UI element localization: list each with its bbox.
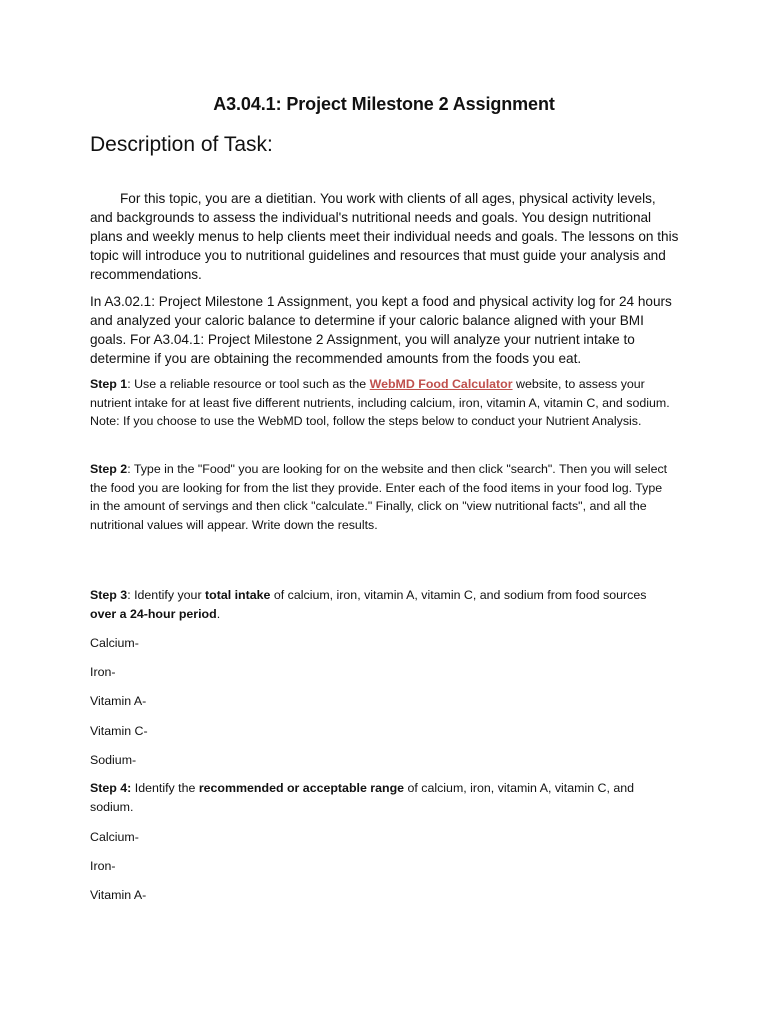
section-heading: Description of Task: bbox=[90, 133, 273, 156]
milestone-paragraph: In A3.02.1: Project Milestone 1 Assignment, you kept a food and physical activity log for 24 hours and analyzed your caloric balance to determine if your caloric balance aligned with your BMI goals. For A3.04.1: Project Milestone 2 Assignment, you will analyze your nutrient intake to determine if you are obtaining the recommended amounts from the foods you eat. bbox=[90, 294, 672, 366]
step-4-bold-range: recommended or acceptable range bbox=[198, 781, 405, 795]
step-1-text-before-link: : Use a reliable resource or tool such as the bbox=[127, 377, 370, 391]
step-4-text: Identify the bbox=[131, 781, 199, 795]
step-4-label: Step 4: bbox=[90, 781, 132, 795]
intro-paragraph: For this topic, you are a dietitian. You work with clients of all ages, physical activity levels, and backgrounds to assess the individual's nutritional needs and goals. You design nutritional plans and weekly menus to help clients meet their individual needs and goals. The lessons on this topic will introduce you to nutritional guidelines and resources that must guide your analysis and recommendations. bbox=[90, 191, 679, 282]
step-1-paragraph bbox=[90, 375, 670, 431]
step-1-text-after-link: website, to assess your nutrient intake for at least five different nutrients, including calcium, iron, vitamin A, vitamin C, and sodium. Note: If you choose to use the WebMD tool, follow the steps below to conduct your Nutrient Analysis. bbox=[90, 377, 670, 429]
list-item: Calcium- bbox=[90, 830, 139, 844]
webmd-food-calculator-link[interactable]: WebMD Food Calculator bbox=[369, 377, 513, 391]
step-3-bold-total-intake: total intake bbox=[205, 588, 271, 602]
step-3-text: . bbox=[216, 606, 221, 621]
step-1-label: Step 1 bbox=[90, 377, 128, 391]
step-2-paragraph bbox=[90, 460, 670, 535]
step-3-text: of calcium, iron, vitamin A, vitamin C, and sodium from food sources bbox=[270, 588, 647, 602]
list-item: Vitamin A- bbox=[90, 888, 147, 902]
list-item: Sodium- bbox=[90, 753, 137, 767]
step-3-label: Step 3 bbox=[90, 588, 128, 602]
step-3-text: : Identify your bbox=[127, 588, 206, 602]
step-3-paragraph bbox=[90, 586, 670, 623]
step-4-text: of calcium, iron, vitamin A, vitamin C, and sodium. bbox=[90, 781, 635, 814]
step-2-label: Step 2 bbox=[90, 462, 128, 476]
document-title: A3.04.1: Project Milestone 2 Assignment bbox=[213, 94, 555, 114]
step-4-paragraph bbox=[90, 779, 670, 816]
step-3-bold-period: over a 24-hour period bbox=[90, 606, 217, 621]
list-item: Iron- bbox=[90, 665, 116, 679]
list-item: Vitamin C- bbox=[90, 724, 148, 738]
list-item: Vitamin A- bbox=[90, 694, 147, 708]
step-2-text: : Type in the "Food" you are looking for on the website and then click "search". Then you will select the food you are looking for from the list they provide. Enter each of the food items in your food log. Type in the amount of servings and then click "calculate." Finally, click on "view nutritional facts", and all the nutritional values will appear. Write down the results. bbox=[90, 462, 668, 533]
list-item: Calcium- bbox=[90, 636, 139, 650]
list-item: Iron- bbox=[90, 859, 116, 873]
